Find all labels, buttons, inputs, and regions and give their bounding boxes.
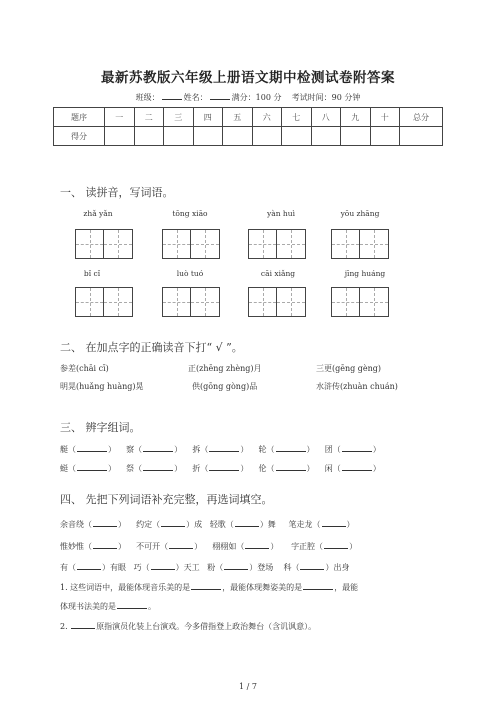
class-blank	[162, 91, 182, 100]
score-cell: 七	[282, 108, 312, 127]
score-cell: 十	[370, 108, 400, 127]
score-table	[53, 107, 443, 146]
answer-blank[interactable]	[117, 600, 147, 609]
answer-blank[interactable]	[322, 518, 346, 527]
answer-blank[interactable]	[77, 462, 107, 471]
idiom-row-1: 余音绕（ ） 约定（ ）成 轻歌（ ）舞 笔走龙（ ）	[60, 520, 355, 529]
answer-blank[interactable]	[300, 561, 324, 570]
writing-grid[interactable]	[248, 229, 306, 259]
score-entry[interactable]	[341, 127, 371, 146]
pinyin: yōu zhāng	[340, 209, 380, 218]
answer-blank[interactable]	[77, 561, 101, 570]
score-entry[interactable]	[223, 127, 253, 146]
answer-blank[interactable]	[342, 443, 372, 452]
answer-blank[interactable]	[324, 540, 348, 549]
answer-blank[interactable]	[276, 462, 306, 471]
answer-blank[interactable]	[224, 561, 248, 570]
char-row-1: 艇（ ） 察（ ） 拆（ ） 轮（ ） 团（ ）	[60, 445, 381, 454]
idiom-row-2: 惟妙惟（ ） 不可开（ ） 栩栩如（ ） 字正腔（ ）	[60, 542, 358, 551]
name-blank	[210, 91, 230, 100]
reading-option[interactable]: 正(zhēng zhèng)月	[188, 364, 262, 373]
answer-blank[interactable]	[209, 462, 239, 471]
score-entry[interactable]	[282, 127, 312, 146]
score-entry[interactable]	[400, 127, 443, 146]
question-2: 2. 原指演员化装上台演戏。今多借指登上政治舞台（含讥讽意）。	[60, 622, 317, 631]
question-1: 1. 这些词语中，最能体现音乐美的是 ，最能体现舞姿美的是 ，最能	[60, 583, 359, 592]
score-cell: 五	[223, 108, 253, 127]
writing-grid[interactable]	[75, 229, 133, 259]
exam-time: 考试时间：90 分钟	[291, 93, 361, 102]
page-number: 1 / 7	[239, 682, 257, 691]
answer-blank[interactable]	[342, 462, 372, 471]
answer-blank[interactable]	[77, 443, 107, 452]
score-cell: 题序	[54, 108, 105, 127]
score-cell: 八	[311, 108, 341, 127]
answer-blank[interactable]	[143, 443, 173, 452]
char-row-2: 蜓（ ） 祭（ ） 折（ ） 伦（ ） 闲（ ）	[60, 464, 381, 473]
answer-blank[interactable]	[169, 540, 193, 549]
score-entry[interactable]	[370, 127, 400, 146]
score-cell: 得分	[54, 127, 105, 146]
score-entry[interactable]	[164, 127, 194, 146]
section-4-heading: 四、 先把下列词语补充完整，再选词填空。	[60, 493, 273, 506]
reading-option[interactable]: 水浒传(zhuàn chuán)	[316, 382, 398, 391]
answer-blank[interactable]	[191, 581, 221, 590]
score-entry[interactable]	[105, 127, 135, 146]
reading-option[interactable]: 明晃(huǎng huàng)晃	[60, 382, 144, 391]
writing-grid[interactable]	[331, 287, 389, 317]
section-2-heading: 二、 在加点字的正确读音下打“ √ ”。	[60, 341, 243, 354]
score-cell: 四	[193, 108, 223, 127]
answer-blank[interactable]	[151, 561, 175, 570]
section-3-heading: 三、 辨字组词。	[60, 421, 141, 434]
reading-option[interactable]: 参差(chāi cī)	[60, 364, 109, 373]
score-cell: 一	[105, 108, 135, 127]
score-table-score-row	[54, 127, 443, 146]
pinyin: yàn huì	[267, 209, 295, 218]
writing-grid[interactable]	[162, 229, 220, 259]
score-entry[interactable]	[193, 127, 223, 146]
exam-meta	[0, 91, 496, 103]
score-entry[interactable]	[252, 127, 282, 146]
reading-option[interactable]: 三更(gēng gèng)	[316, 364, 382, 373]
score-cell: 三	[164, 108, 194, 127]
answer-blank[interactable]	[276, 443, 306, 452]
score-cell: 九	[341, 108, 371, 127]
score-cell: 六	[252, 108, 282, 127]
score-entry[interactable]	[134, 127, 164, 146]
writing-grid[interactable]	[331, 229, 389, 259]
answer-blank[interactable]	[161, 518, 185, 527]
writing-grid[interactable]	[75, 287, 133, 317]
pinyin: cāi xiǎng	[260, 269, 296, 278]
name-label: 姓名：	[183, 93, 208, 102]
score-cell: 二	[134, 108, 164, 127]
answer-blank[interactable]	[93, 540, 117, 549]
class-label: 班级：	[135, 93, 160, 102]
pinyin: zhǎ yǎn	[83, 209, 113, 218]
pinyin: jīng huáng	[344, 269, 386, 278]
pinyin: bǐ cǐ	[83, 269, 101, 278]
score-cell: 总分	[400, 108, 443, 127]
question-1-cont: 体现书法美的是 。	[60, 602, 156, 611]
full-score: 满分：100 分	[231, 93, 282, 102]
writing-grid[interactable]	[162, 287, 220, 317]
answer-blank[interactable]	[209, 443, 239, 452]
section-1-heading: 一、 读拼音，写词语。	[60, 186, 174, 199]
answer-blank[interactable]	[245, 540, 269, 549]
answer-blank[interactable]	[143, 462, 173, 471]
reading-option[interactable]: 供(gōng gòng)品	[192, 382, 258, 391]
answer-blank[interactable]	[303, 581, 333, 590]
answer-blank[interactable]	[235, 518, 259, 527]
idiom-row-3: 有（ ）有眼 巧（ ）天工 粉（ ）登场 科（ ）出身	[60, 563, 350, 572]
score-entry[interactable]	[311, 127, 341, 146]
score-table-header-row	[54, 108, 443, 127]
answer-blank[interactable]	[71, 620, 95, 629]
pinyin: luò tuó	[176, 269, 204, 278]
answer-blank[interactable]	[93, 518, 117, 527]
pinyin: tōng xiāo	[172, 209, 208, 218]
page-title: 最新苏教版六年级上册语文期中检测试卷附答案	[101, 70, 395, 86]
writing-grid[interactable]	[248, 287, 306, 317]
